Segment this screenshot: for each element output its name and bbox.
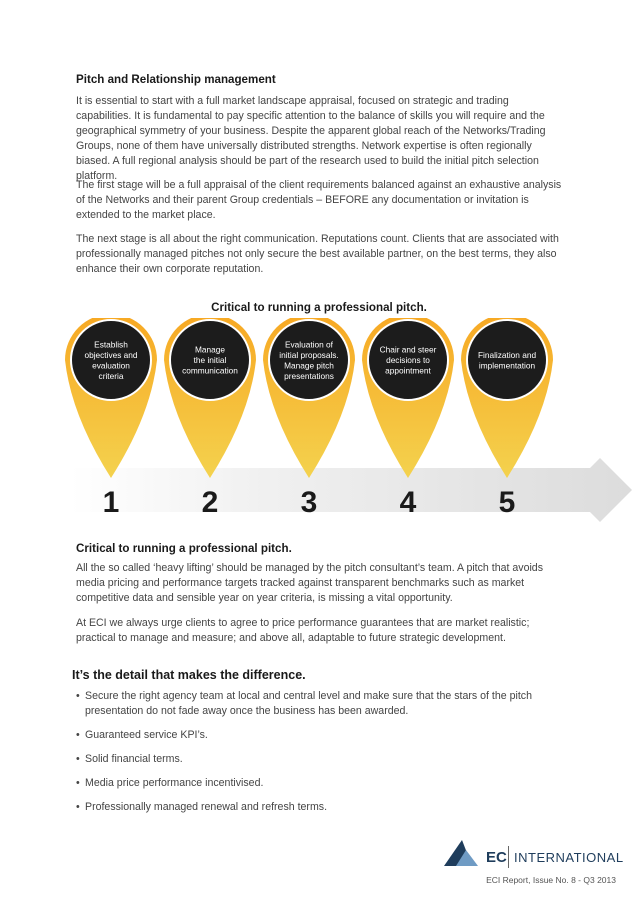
diagram-title: Critical to running a professional pitch. [211, 301, 427, 314]
paragraph-market-appraisal: It is essential to start with a full market landscape appraisal, focused on strategic and trading capabilities. It is fundamental to pay specific attention to the balance of skills you will require and the geographical symmetry of your business. Despite the apparent global reach of the Networks/Trading Groups, none of them have universally distributed strengths. Network expertise is often regionally biased. A full regional analysis should be part of the research used to build the initial pitch selection platform. [76, 95, 546, 182]
bullet-item: • Secure the right agency team at local and central level and make sure that the stars of the pitch presentation do not fade away once the business has been awarded. [76, 689, 566, 719]
paragraph-heavy-lifting: All the so called ‘heavy lifting’ should be managed by the pitch consultant’s team. A pitch that avoids media pricing and performance targets tracked against transparent benchmarks such as market competitive data and sensible year on year criteria, is missing a vital opportunity. [76, 562, 543, 604]
step-number-1: 1 [102, 486, 120, 519]
section-title-critical: Critical to running a professional pitch. [76, 542, 292, 555]
bullet-item: • Media price performance incentivised. [76, 776, 566, 791]
step-label: Establish objectives and evaluation criteria [84, 339, 138, 381]
step-number-3: 3 [300, 486, 318, 519]
bullet-item: • Professionally managed renewal and refresh terms. [76, 800, 566, 815]
brand-ec: EC [486, 849, 507, 866]
bullet-item: • Solid financial terms. [76, 752, 566, 767]
bullet-item: • Guaranteed service KPI’s. [76, 728, 566, 743]
step-pin-4 [362, 318, 454, 478]
step-label: Evaluation of initial proposals. Manage pitch presentations [279, 339, 339, 381]
step-number-4: 4 [399, 486, 417, 519]
section-title-pitch-relationship: Pitch and Relationship management [76, 73, 276, 86]
paragraph-eci-guarantees: At ECI we always urge clients to agree to price performance guarantees that are market realistic; practical to manage and measure; and above all, adaptable to future strategic development. [76, 617, 530, 644]
step-label: Finalization and implementation [477, 349, 537, 371]
timeline-arrow [70, 458, 632, 522]
step-number-2: 2 [201, 486, 219, 519]
brand-international: INTERNATIONAL [514, 850, 624, 865]
step-pin-5 [461, 318, 553, 478]
detail-bullet-list [76, 689, 566, 823]
brand-divider [508, 846, 509, 868]
step-label: Manage the initial communication [182, 344, 238, 376]
pitch-process-diagram [0, 318, 638, 530]
step-pin-2 [164, 318, 256, 478]
step-number-5: 5 [498, 486, 516, 519]
step-pin-3 [263, 318, 355, 478]
section-title-detail: It’s the detail that makes the difference. [72, 668, 306, 682]
step-pin-1 [65, 318, 157, 478]
report-issue-label: ECI Report, Issue No. 8 - Q3 2013 [486, 875, 616, 885]
paragraph-next-stage: The next stage is all about the right communication. Reputations count. Clients that are associated with professionally managed pitches not only secure the best available partner, on the best terms, they also enhance their own corporate reputation. [76, 233, 559, 275]
step-label: Chair and steer decisions to appointment [379, 344, 437, 376]
paragraph-first-stage: The first stage will be a full appraisal of the client requirements balanced against an exhaustive analysis of the Networks and their parent Group credentials – BEFORE any documentation or invitation is extended to the market place. [76, 179, 562, 221]
